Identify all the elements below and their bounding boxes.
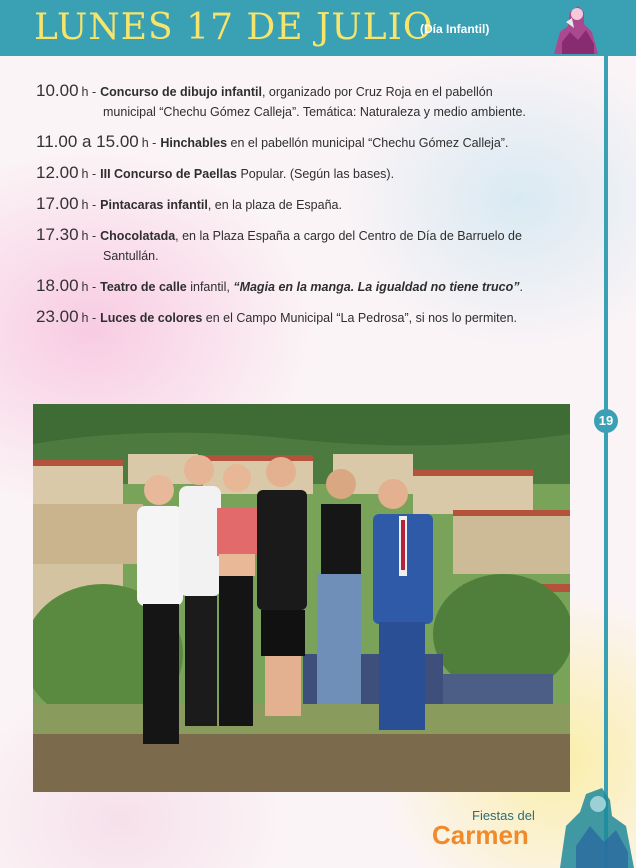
schedule-entry [36,306,576,329]
decorative-vertical-line [604,56,608,868]
page-subtitle: (Día Infantil) [420,22,490,36]
entry-hour-marker: h - [81,85,97,99]
schedule-entry [36,80,576,123]
entry-time: 17.30 [36,225,79,244]
entry-hour-marker: h - [141,136,157,150]
schedule-entry [36,224,576,267]
page-title: LUNES 17 DE JULIO [34,7,434,48]
entry-hour-marker: h - [81,229,97,243]
entry-text: en el pabellón municipal “Chechu Gómez Calleja”. [227,136,509,150]
entry-text-end: . [519,280,523,294]
entry-title: Luces de colores [100,311,203,325]
entry-title: III Concurso de Paellas [100,167,237,181]
festival-image-icon [556,786,636,868]
entry-time: 10.00 [36,81,79,100]
entry-title: Chocolatada [100,229,176,243]
entry-text: , organizado por Cruz Roja en el pabellón [261,85,493,99]
festival-image-icon [548,2,602,54]
entry-time: 23.00 [36,307,79,326]
schedule-entry [36,193,576,216]
entry-text: en el Campo Municipal “La Pedrosa”, si nos lo permiten. [202,311,517,325]
group-photo [33,404,570,792]
entry-hour-marker: h - [81,280,97,294]
logo-line1: Fiestas del [472,808,535,823]
header-bar [0,0,636,56]
entry-title: Concurso de dibujo infantil [100,85,262,99]
entry-time: 18.00 [36,276,79,295]
entry-title: Pintacaras infantil [100,198,208,212]
entry-text-continued: Santullán. [103,249,159,263]
entry-title: Hinchables [160,136,228,150]
entry-text: , en la Plaza España a cargo del Centro de Día de Barruelo de [175,229,522,243]
logo-line2: Carmen [432,820,529,850]
entry-play-title: “Magia en la manga. La igualdad no tiene truco” [233,280,520,294]
page-number-badge: 19 [594,409,618,433]
schedule-entry [36,275,576,298]
schedule-entry [36,162,576,185]
entry-hour-marker: h - [81,311,97,325]
entry-hour-marker: h - [81,198,97,212]
entry-time: 11.00 a 15.00 [36,132,139,151]
entry-hour-marker: h - [81,167,97,181]
schedule-list [36,80,576,337]
schedule-entry [36,131,576,154]
entry-text: infantil, [186,280,234,294]
entry-title: Teatro de calle [100,280,187,294]
entry-time: 12.00 [36,163,79,182]
entry-text: Popular. (Según las bases). [237,167,395,181]
entry-text: , en la plaza de España. [207,198,342,212]
entry-text-continued: municipal “Chechu Gómez Calleja”. Temática: Naturaleza y medio ambiente. [103,105,526,119]
entry-time: 17.00 [36,194,79,213]
